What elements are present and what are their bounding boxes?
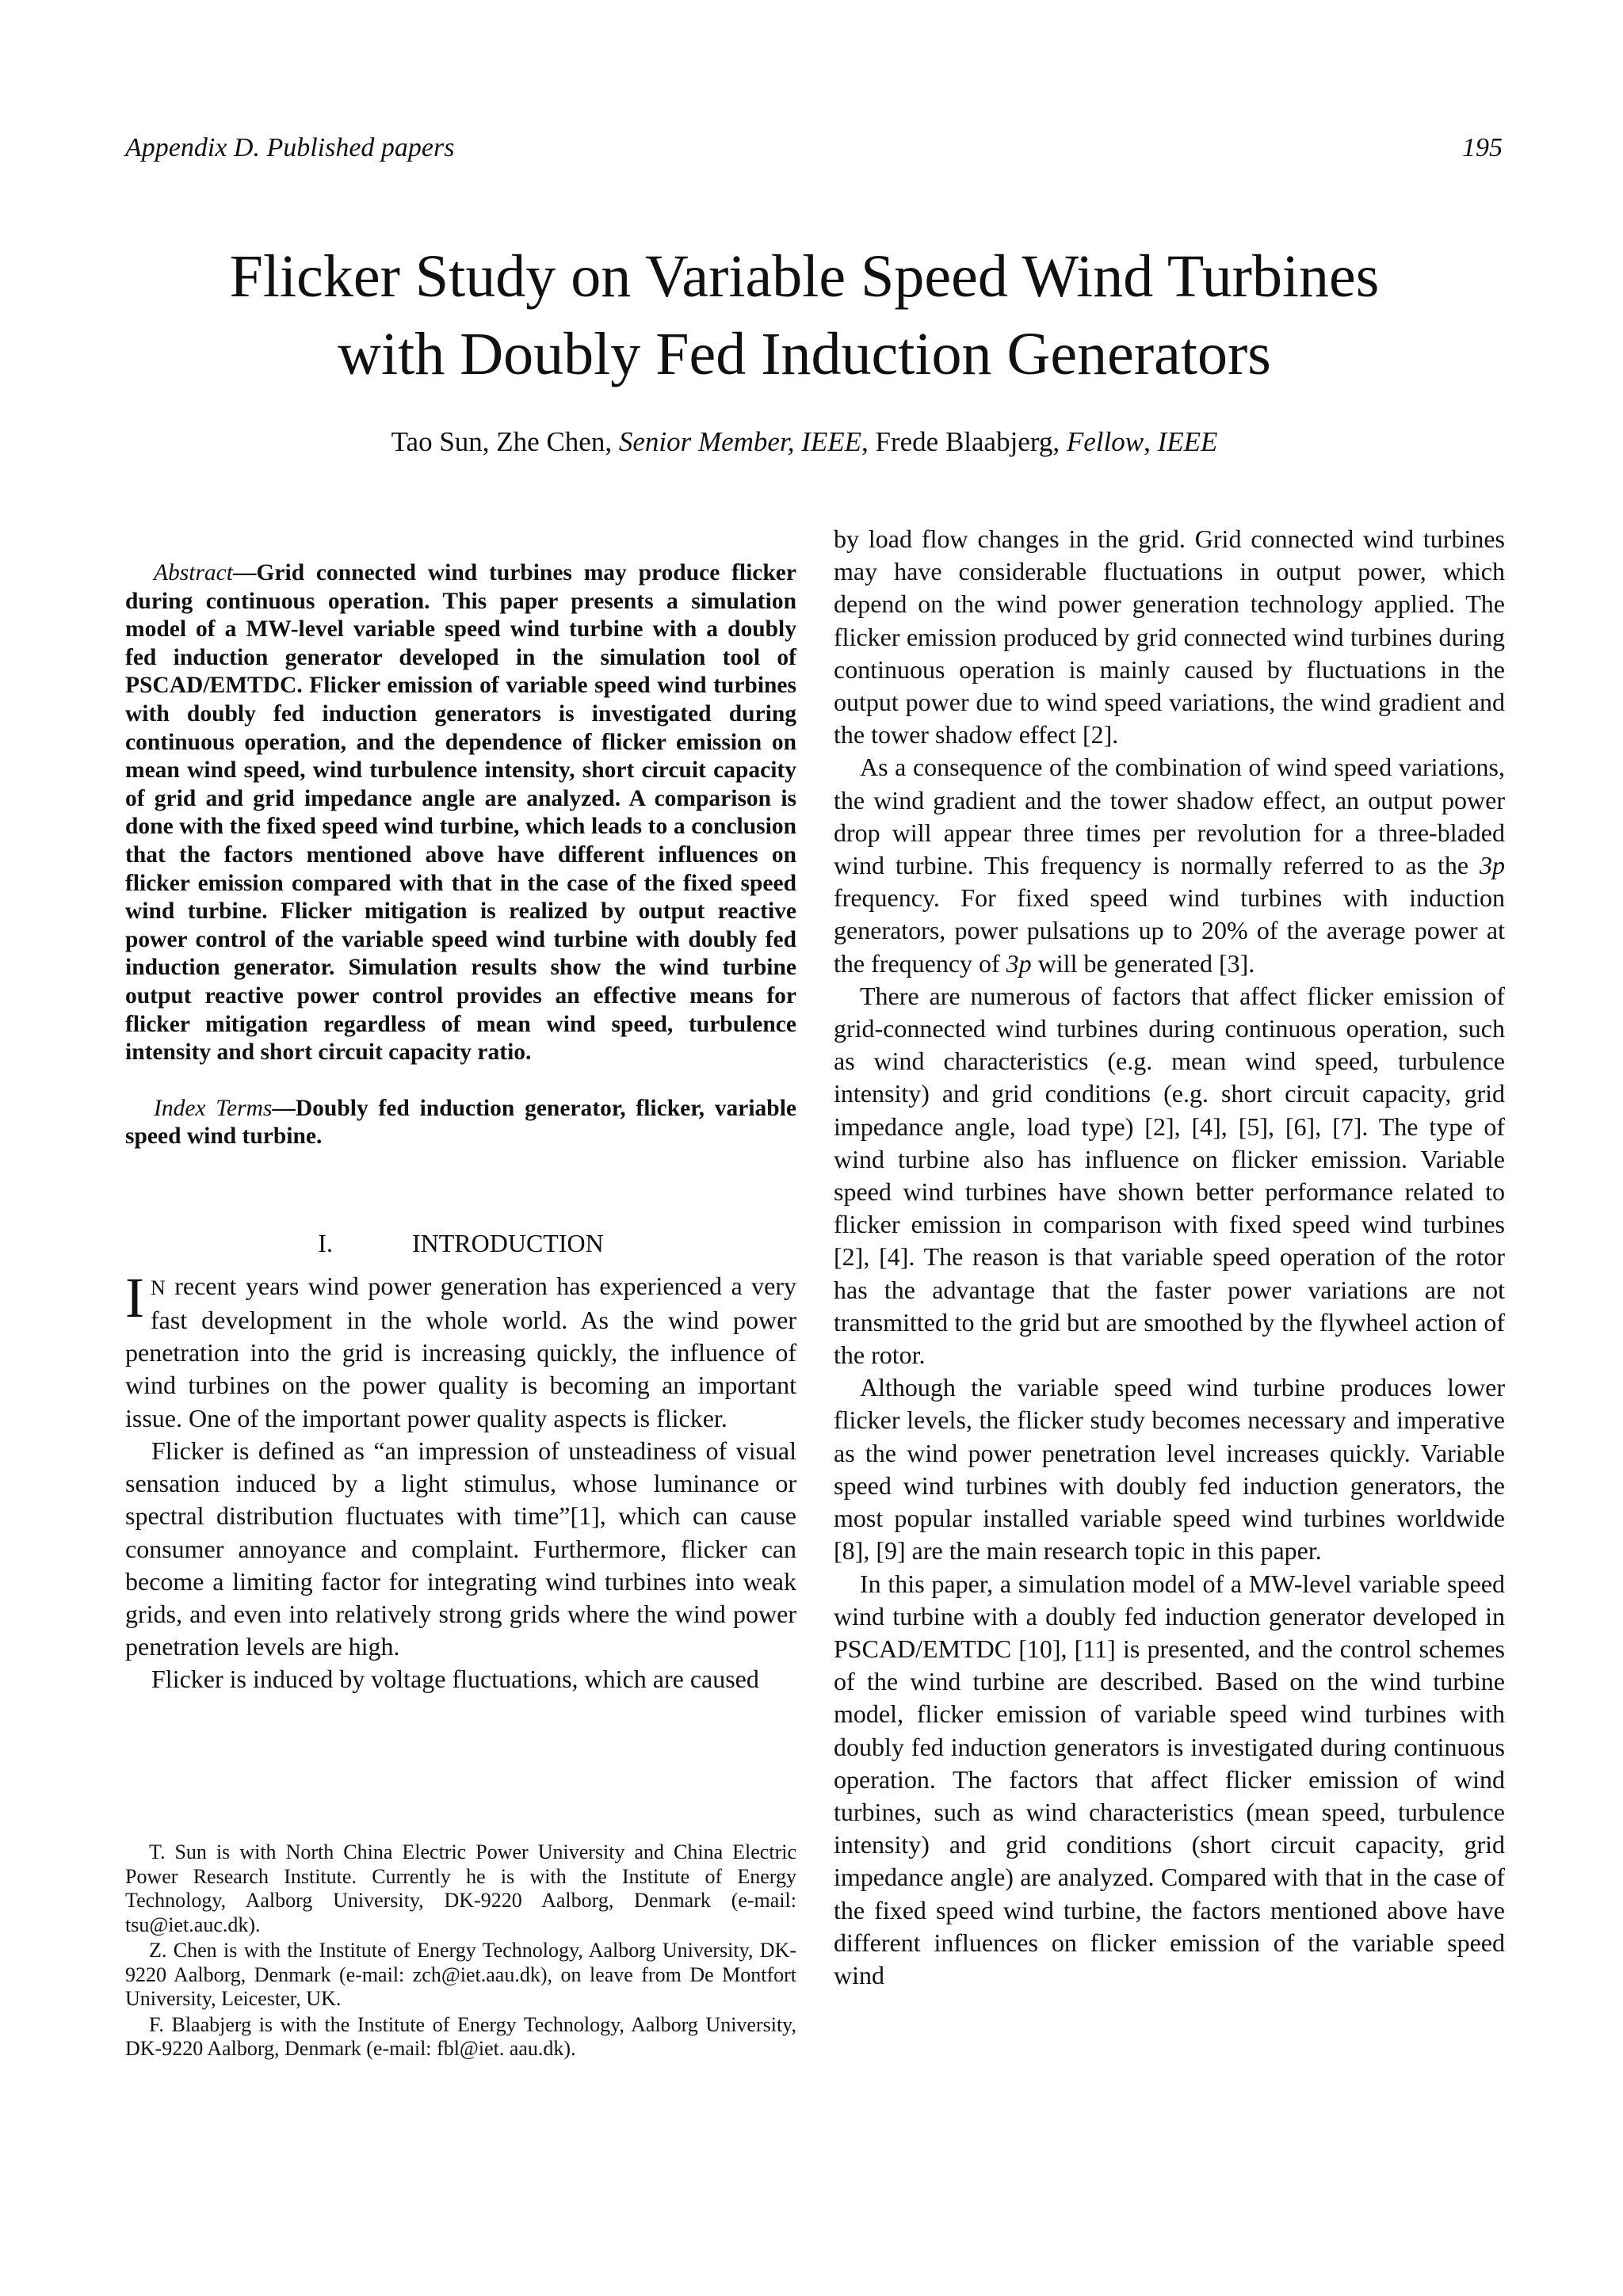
intro-paragraph-1 (125, 1265, 796, 1435)
math-3p-2: 3p (1006, 948, 1032, 978)
author-list (95, 426, 1514, 458)
section-title: INTRODUCTION (411, 1228, 604, 1257)
body-paragraph-2 (834, 751, 1505, 979)
intro-smallcaps: N (150, 1276, 166, 1299)
right-column (834, 523, 1505, 1992)
authors-part-2: , Frede Blaabjerg, (861, 426, 1067, 457)
index-terms-text: —Doubly fed induction generator, flicker, variable speed wind turbine. (125, 1095, 796, 1150)
abstract-label: Abstract (154, 560, 233, 585)
footnote-author-2: Z. Chen is with the Institute of Energy Technology, Aalborg University, DK-9220 Aalborg, Denmark (e-mail: zch@iet.aau.dk), on leave from De Montfort University, Leicester, UK. (125, 1939, 796, 2010)
authors-role-1: Senior Member, IEEE (618, 426, 861, 457)
authors-separator: , (1144, 426, 1158, 457)
title-line-2: with Doubly Fed Induction Generators (338, 321, 1271, 387)
authors-part-1: Tao Sun, Zhe Chen, (391, 426, 619, 457)
abstract (125, 559, 796, 1067)
authors-org-2: IEEE (1157, 426, 1218, 457)
index-terms (125, 1095, 796, 1151)
body-paragraph-4: Although the variable speed wind turbine produces lower flicker levels, the flicker study becomes necessary and imperative as the wind power penetration level increases quickly. Variable speed wind turbines with doubly fed induction generators, the most popular installed variable speed wind turbines worldwide [8], [9] are the main research topic in this paper. (834, 1373, 1505, 1566)
page-number: 195 (1462, 133, 1503, 162)
section-number: I. (318, 1228, 333, 1257)
body-paragraph-5: In this paper, a simulation model of a MW-level variable speed wind turbine with a doubly fed induction generator developed in PSCAD/EMTDC [10], [11] is presented, and the control schemes of the wind turbine are described. Based on the wind turbine model, flicker emission of variable speed wind turbines with doubly fed induction generators is investigated during continuous operation. The factors that affect flicker emission of wind turbines, such as wind characteristics (mean speed, turbulence intensity) and grid conditions (short circuit capacity, grid impedance angle) are analyzed. Compared with that in the case of the fixed speed wind turbine, the factors mentioned above have different influences on flicker emission of the variable speed wind (834, 1569, 1505, 1989)
drop-cap: I (125, 1265, 144, 1329)
paper-title (95, 238, 1514, 393)
intro-paragraph-3: Flicker is induced by voltage fluctuations, which are caused (151, 1665, 759, 1694)
body-paragraph-1: by load flow changes in the grid. Grid connected wind turbines may have considerable fluctuations in output power, which depend on the wind power generation technology applied. The flicker emission produced by grid connected wind turbines during continuous operation is mainly caused by fluctuations in the output power due to wind speed variations, the wind gradient and the tower shadow effect [2]. (834, 524, 1505, 749)
footnote-author-1: T. Sun is with North China Electric Power University and China Electric Power Research Institute. Currently he is with the Institute of Energy Technology, Aalborg University, DK-9220 Aalborg, Denmark (e-mail: tsu@iet.auc.dk). (125, 1840, 796, 1936)
title-line-1: Flicker Study on Variable Speed Wind Turbines (229, 243, 1380, 310)
p2-text-a: As a consequence of the combination of wind speed variations, the wind gradient and the tower shadow effect, an output power drop will appear three times per revolution for a three-bladed wind turbine. This frequency is normally referred to as the (834, 753, 1505, 880)
intro-paragraph-2: Flicker is defined as “an impression of unsteadiness of visual sensation induced by a light stimulus, whose luminance or spectral distribution fluctuates with time”[1], which can cause consumer annoyance and complaint. Furthermore, flicker can become a limiting factor for integrating wind turbines into weak grids, and even into relatively strong grids where the wind power penetration levels are high. (125, 1436, 796, 1661)
section-heading (125, 1227, 796, 1259)
intro-p1-text: recent years wind power generation has experienced a very fast development in the whole world. As the wind power penetration into the grid is increasing quickly, the influence of wind turbines on the power quality is becoming an important issue. One of the important power quality aspects is flicker. (125, 1271, 796, 1432)
p2-text-b: frequency. For fixed speed wind turbines with induction generators, power pulsations up to 20% of the average power at the frequency of (834, 883, 1505, 978)
abstract-text: —Grid connected wind turbines may produce flicker during continuous operation. This paper presents a simulation model of a MW-level variable speed wind turbine with a doubly fed induction generator developed in the simulation tool of PSCAD/EMTDC. Flicker emission of variable speed wind turbines with doubly fed induction generators is investigated during continuous operation, and the dependence of flicker emission on mean wind speed, wind turbulence intensity, short circuit capacity of grid and grid impedance angle are analyzed. A comparison is done with the fixed speed wind turbine, which leads to a conclusion that the factors mentioned above have different influences on flicker emission compared with that in the case of the fixed speed wind turbine. Flicker mitigation is realized by output reactive power control of the variable speed wind turbine with doubly fed induction generator. Simulation results show the wind turbine output reactive power control provides an effective means for flicker mitigation regardless of mean wind speed, turbulence intensity and short circuit capacity ratio. (125, 560, 796, 1066)
running-header: Appendix D. Published papers (125, 133, 455, 162)
p2-text-c: will be generated [3]. (1031, 948, 1255, 978)
left-column (125, 523, 796, 1696)
footnotes (125, 1840, 796, 2063)
authors-role-2: Fellow (1066, 426, 1144, 457)
footnote-author-3: F. Blaabjerg is with the Institute of Energy Technology, Aalborg University, DK-9220 Aalborg, Denmark (e-mail: fbl@iet. aau.dk). (125, 2012, 796, 2060)
index-terms-label: Index Terms (154, 1095, 273, 1121)
math-3p-1: 3p (1480, 851, 1505, 880)
body-paragraph-3: There are numerous of factors that affect flicker emission of grid-connected wind turbines during continuous operation, such as wind characteristics (e.g. mean wind speed, turbulence intensity) and grid conditions (e.g. short circuit capacity, grid impedance angle, load type) [2], [4], [5], [6], [7]. The type of wind turbine also has influence on flicker emission. Variable speed wind turbines have shown better performance related to flicker emission in comparison with fixed speed wind turbines [2], [4]. The reason is that variable speed operation of the rotor has the advantage that the faster power variations are not transmitted to the grid but are smoothed by the flywheel action of the rotor. (834, 981, 1505, 1370)
